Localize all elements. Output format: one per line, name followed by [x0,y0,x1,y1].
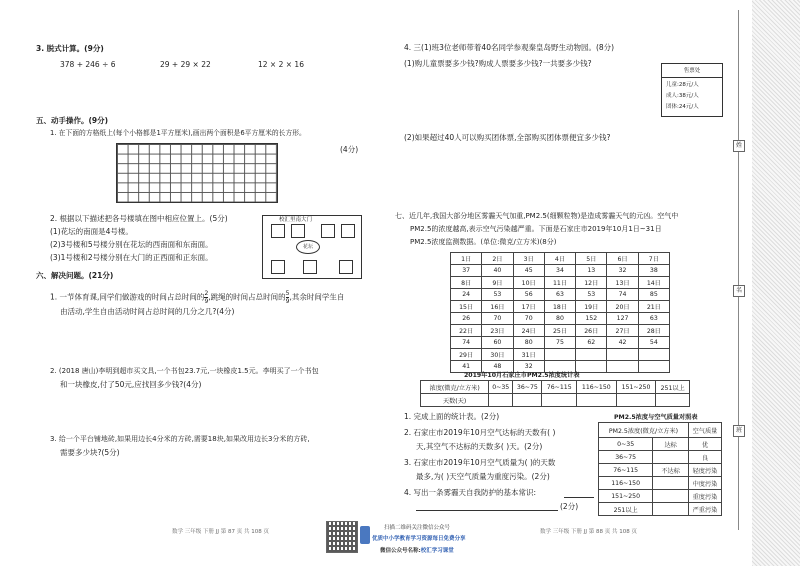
grid-paper [116,143,278,203]
sec7-q3b: 最多,为( )天空气质量为重度污染。(2分) [416,472,550,481]
table-cell: 38 [638,265,669,277]
expr-2: 29 + 29 × 22 [160,60,211,69]
table-cell: 21日 [638,301,669,313]
table-cell: 251以上 [599,503,653,516]
table-cell: 37 [451,265,482,277]
table-cell: 11日 [544,277,575,289]
table-row [451,313,670,325]
table-row [451,301,670,313]
table-cell [607,361,638,373]
table-cell: 6日 [607,253,638,265]
table-cell [653,503,689,516]
building-box [321,224,335,238]
table-cell: 151~250 [599,490,653,503]
sec6-q1d: 由活动,学生自由活动时间占总时间的几分之几?(4分) [60,307,235,316]
sec7-q2b: 天,其空气不达标的天数多( )天。(2分) [416,442,543,451]
table-cell: 19日 [576,301,607,313]
table-cell: 23日 [482,325,513,337]
price-group: 团体:24元/人 [666,104,699,110]
table-cell: 中度污染 [688,477,721,490]
table-cell: 空气质量 [688,423,721,438]
sec6-q2b: 和一块橡皮,付了50元,应找回多少钱?(4分) [60,380,202,389]
table-cell: 重度污染 [688,490,721,503]
table-cell: 127 [607,313,638,325]
sec6-q1a: 1. 一节体育课,同学们做游戏的时间占总时间的 [50,292,205,302]
table-cell: 14日 [638,277,669,289]
table-cell: 3日 [513,253,544,265]
wechat-prefix: 微信公众号名称: [380,548,421,554]
table-cell: 41 [451,361,482,373]
table-cell: 56 [513,289,544,301]
table-cell: 天数(天) [421,394,489,407]
section-6-title: 六、解决问题。(21分) [36,271,114,280]
building-box [339,260,353,274]
table-cell: 25日 [544,325,575,337]
table-row [599,490,722,503]
table-cell: 0~35 [489,381,513,394]
answer-line [416,510,558,511]
table-row [421,381,690,394]
table-cell: 13日 [607,277,638,289]
table-cell: 5日 [576,253,607,265]
table-cell: 4日 [544,253,575,265]
table-cell: 53 [576,289,607,301]
side-label-1: 姓 [733,140,745,152]
sec7-line1: 七、近几年,我国大部分地区雾霾天气加重,PM2.5(细颗粒物)是造成雾霾天气的元凶。空气中 [395,212,679,220]
table-row [451,289,670,301]
expr-1: 378 + 246 ÷ 6 [60,60,116,69]
table-cell: 74 [607,289,638,301]
sec5-q2b: (2)3号楼和5号楼分别在花坛的西南面和东南面。 [50,240,213,249]
building-box [303,260,317,274]
table-cell: 27日 [607,325,638,337]
table-cell: 18日 [544,301,575,313]
side-label-3: 班 [733,425,745,437]
promo-text: 优质中小学教育学习资源每日免费分享 [372,536,466,542]
table-row [451,337,670,349]
table-cell: 116~150 [576,381,616,394]
binding-strip [752,0,800,566]
table-cell: 20日 [607,301,638,313]
q4-title: 4. 三(1)班3位老师带着40名同学参观秦皇岛野生动物园。(8分) [404,43,615,52]
sec7-line3: PM2.5浓度监测数据。(单位:微克/立方米)(8分) [410,238,557,246]
sec6-q3a: 3. 给一个平台铺地砖,如果用边长4分米的方砖,需要18块,如果改用边长3分米的方砖, [50,435,310,443]
table-cell [638,361,669,373]
table-cell: 24日 [513,325,544,337]
table-cell: 70 [513,313,544,325]
right-page-footer: 数学 三年级 下册 JJ 第 88 页 共 108 页 [540,529,637,535]
table-row [451,253,670,265]
table-cell: 26日 [576,325,607,337]
qr-code [326,521,358,553]
table-cell: 严重污染 [688,503,721,516]
table-cell: 76~115 [542,381,576,394]
table-cell: 9日 [482,277,513,289]
table-row [599,451,722,464]
wechat-label [380,546,454,554]
fraction-1-num: 2 [204,290,209,297]
sec5-q2: 2. 根据以下描述把各号楼填在图中相应位置上。(5分) [50,214,228,223]
table-cell: 63 [544,289,575,301]
flower-bed: 花坛 [296,240,320,254]
table-cell [653,451,689,464]
sec7-q1: 1. 完成上面的统计表。(2分) [404,412,500,421]
table-cell: 70 [482,313,513,325]
stat-table-title: 2019年10月石家庄市PM2.5浓度统计表 [464,372,580,379]
binding-line [738,10,739,530]
table-row [599,464,722,477]
expr-3: 12 × 2 × 16 [258,60,304,69]
table-cell [638,349,669,361]
table-cell: 轻度污染 [688,464,721,477]
price-board [661,63,723,117]
table-cell: 116~150 [599,477,653,490]
table-cell: 16日 [482,301,513,313]
table-cell: 15日 [451,301,482,313]
table-cell: 达标 [653,438,689,451]
scan-text: 扫描二维码关注微信公众号 [384,525,451,531]
building-box [341,224,355,238]
table-cell [653,490,689,503]
table-cell: 10日 [513,277,544,289]
sec7-line2: PM2.5的浓度越高,表示空气污染越严重。下面是石家庄市2019年10月1日~31日 [410,225,662,233]
sec6-q2a: 2. (2018 唐山)李明到超市买文具,一个书包23.7元,一块橡皮1.5元。李明买了一个书包 [50,367,319,375]
table-cell: 浓度(微克/立方米) [421,381,489,394]
table-cell: 32 [607,265,638,277]
table-cell: 53 [482,289,513,301]
table-cell [576,361,607,373]
table-cell [544,349,575,361]
table-cell: 31日 [513,349,544,361]
table-cell: 34 [544,265,575,277]
wechat-name: 校汇学习课堂 [420,548,454,554]
building-box [271,260,285,274]
table-cell: 30日 [482,349,513,361]
table-cell [576,394,616,407]
sec5-q2a: (1)花坛的南面是4号楼。 [50,227,133,236]
table-cell: 63 [638,313,669,325]
sec7-q4-score: (2分) [560,502,579,511]
table-cell: 7日 [638,253,669,265]
table-row [421,394,690,407]
table-cell: 75 [544,337,575,349]
table-cell: 12日 [576,277,607,289]
table-row [599,438,722,451]
sec5-q2c: (3)1号楼和2号楼分别在大门的正西面和正东面。 [50,253,213,262]
table-row [451,265,670,277]
sec7-q4a: 4. 写出一条雾霾天自我防护的基本常识: [404,488,537,497]
table-cell: 80 [513,337,544,349]
logo-icon [360,526,370,544]
table-cell: 54 [638,337,669,349]
table-cell: 不达标 [653,464,689,477]
sec6-q3b: 需要多少块?(5分) [60,448,120,457]
building-box [271,224,285,238]
q3-title: 3. 脱式计算。(9分) [36,44,104,53]
table-cell: 32 [513,361,544,373]
table-cell: 151~250 [616,381,656,394]
table-row [599,477,722,490]
table-cell: PM2.5浓度(微克/立方米) [599,423,689,438]
table-cell: 13 [576,265,607,277]
sec6-q1b: ,跳绳的时间占总时间的 [208,292,286,302]
answer-line [564,497,594,498]
table-cell: 优 [688,438,721,451]
price-board-title: 售票处 [683,68,701,74]
table-cell: 17日 [513,301,544,313]
table-cell: 85 [638,289,669,301]
table-cell: 8日 [451,277,482,289]
table-cell: 45 [513,265,544,277]
table-cell: 26 [451,313,482,325]
table-cell: 24 [451,289,482,301]
table-cell [653,477,689,490]
table-cell [656,394,690,407]
table-cell: 80 [544,313,575,325]
table-cell: 36~75 [513,381,542,394]
fraction-2-den: 9 [285,298,290,305]
sec6-q1-line1 [50,290,344,305]
aq-table [598,422,722,516]
fraction-1-den: 9 [204,298,209,305]
table-cell: 152 [576,313,607,325]
sec5-q1: 1. 在下面的方格纸上(每个小格都是1平方厘米),画出两个面积是6平方厘米的长方形。 [50,129,306,137]
price-child: 儿童:28元/人 [666,82,699,88]
table-cell: 48 [482,361,513,373]
campus-map [262,215,362,279]
q4-b: (2)如果超过40人可以购买团体票,全部购买团体票便宜多少钱? [404,133,611,142]
table-cell: 良 [688,451,721,464]
q4-a: (1)购儿童票要多少钱?购成人票要多少钱?一共要多少钱? [404,59,592,68]
table-row [451,325,670,337]
table-cell: 36~75 [599,451,653,464]
sec5-q1-score: (4分) [340,145,359,154]
sec7-q3a: 3. 石家庄市2019年10月空气质量为( )的天数 [404,458,556,467]
aq-table-title: PM2.5浓度与空气质量对照表 [614,414,698,421]
table-cell [489,394,513,407]
section-5-title: 五、动手操作。(9分) [36,116,109,125]
price-divider [662,77,722,78]
table-cell: 42 [607,337,638,349]
table-cell: 2日 [482,253,513,265]
table-cell: 29日 [451,349,482,361]
map-gate-label: 校汇里南大门 [279,217,313,223]
table-cell [576,349,607,361]
table-cell: 74 [451,337,482,349]
table-cell [616,394,656,407]
sec6-q1c: ,其余时间学生自 [289,292,345,302]
table-row [599,423,722,438]
table-cell [513,394,542,407]
side-label-2: 名 [733,285,745,297]
table-cell: 40 [482,265,513,277]
building-box [291,224,305,238]
sec7-q2a: 2. 石家庄市2019年10月空气达标的天数有( ) [404,428,556,437]
table-cell: 0~35 [599,438,653,451]
left-page-footer: 数学 三年级 下册 JJ 第 87 页 共 108 页 [172,529,269,535]
table-row [599,503,722,516]
table-cell [607,349,638,361]
table-cell: 60 [482,337,513,349]
table-cell: 62 [576,337,607,349]
table-row [451,349,670,361]
table-cell: 22日 [451,325,482,337]
table-cell [542,394,576,407]
table-row [451,277,670,289]
table-cell: 251以上 [656,381,690,394]
table-cell: 28日 [638,325,669,337]
stat-table [420,380,690,407]
pm25-data-table [450,252,670,373]
table-cell: 76~115 [599,464,653,477]
table-cell: 1日 [451,253,482,265]
fraction-2-num: 5 [285,290,290,297]
price-adult: 成人:38元/人 [666,93,699,99]
